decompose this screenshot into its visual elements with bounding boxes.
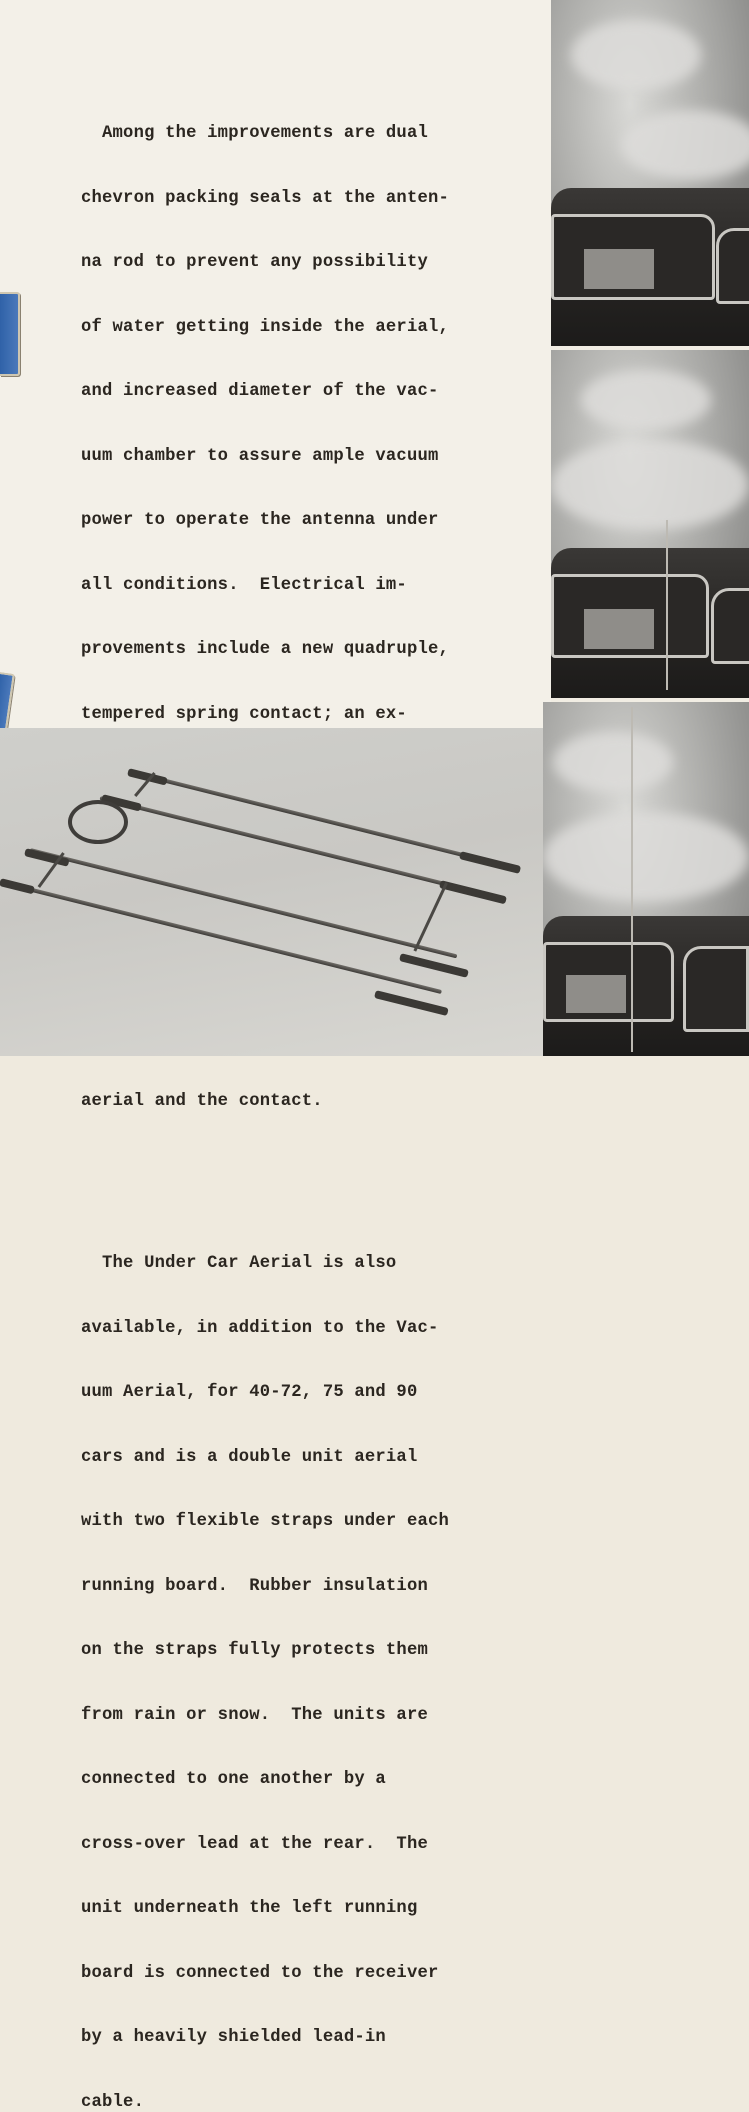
text-line: na rod to prevent any possibility: [81, 252, 541, 274]
text-line: available, in addition to the Vac-: [81, 1318, 541, 1340]
text-line: connected to one another by a: [81, 1769, 541, 1791]
text-line: with two flexible straps under each: [81, 1511, 541, 1533]
text-line: on the straps fully protects them: [81, 1640, 541, 1662]
text-line: uum Aerial, for 40-72, 75 and 90: [81, 1382, 541, 1404]
photo-car-antenna-partial: [551, 350, 749, 698]
text-line: The Under Car Aerial is also: [81, 1253, 541, 1275]
text-panel: [0, 0, 551, 728]
photo-car-no-antenna: [551, 0, 749, 346]
binder-tab-top: [0, 292, 20, 376]
text-line: from rain or snow. The units are: [81, 1705, 541, 1727]
lead-in-cable-coil: [68, 800, 128, 844]
photo-car-antenna-extended: [543, 702, 749, 1056]
text-line: cross-over lead at the rear. The: [81, 1834, 541, 1856]
text-line: running board. Rubber insulation: [81, 1576, 541, 1598]
text-line: by a heavily shielded lead-in: [81, 2027, 541, 2049]
text-line: and increased diameter of the vac-: [81, 381, 541, 403]
text-line: chevron packing seals at the anten-: [81, 188, 541, 210]
text-line: power to operate the antenna under: [81, 510, 541, 532]
text-line: uum chamber to assure ample vacuum: [81, 446, 541, 468]
text-line: of water getting inside the aerial,: [81, 317, 541, 339]
antenna-rod: [631, 707, 633, 1052]
antenna-rod: [666, 520, 668, 690]
text-line: cable.: [81, 2092, 541, 2112]
text-line: all conditions. Electrical im-: [81, 575, 541, 597]
text-line: provements include a new quadruple,: [81, 639, 541, 661]
text-line: board is connected to the receiver: [81, 1963, 541, 1985]
body-text: [81, 37, 541, 2112]
text-line: cars and is a double unit aerial: [81, 1447, 541, 1469]
text-line: aerial and the contact.: [81, 1091, 541, 1113]
text-line: unit underneath the left running: [81, 1898, 541, 1920]
text-line: tempered spring contact; an ex-: [81, 704, 541, 726]
photo-under-car-aerial: [0, 728, 543, 1056]
paragraph-under-car-aerial: [81, 1210, 541, 2112]
text-line: Among the improvements are dual: [81, 123, 541, 145]
